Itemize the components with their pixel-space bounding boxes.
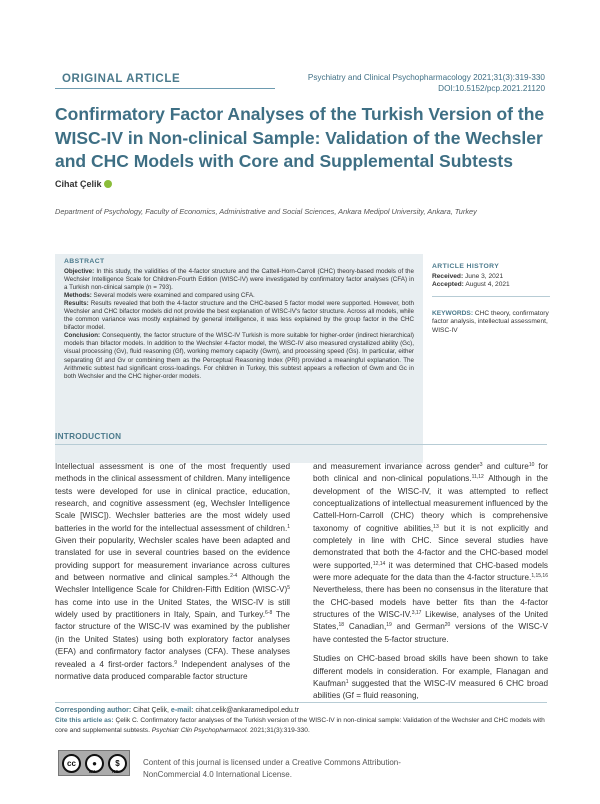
email-link[interactable]: cihat.celik@ankaramedipol.edu.tr: [195, 707, 300, 714]
keywords-label: KEYWORDS:: [432, 310, 474, 317]
abstract-body: [64, 268, 414, 381]
author-line: [55, 179, 112, 189]
cc-icon: cc: [62, 754, 81, 773]
article-title: Confirmatory Factor Analyses of the Turkish Version of the WISC-IV in Non-clinical Sample: Validation of the Wechsler and CHC Models with Core and Supplemental Subtests: [55, 104, 545, 171]
author-name[interactable]: Cihat Çelik: [55, 179, 102, 189]
corresponding-author: Corresponding author: Cihat Çelik, e-mail: cihat.celik@ankaramedipol.edu.tr: [55, 707, 300, 714]
article-history-dates: Received: June 3, 2021 Accepted: August 4, 2021: [432, 273, 510, 289]
abstract-conclusion: Conclusion: Consequently, the factor structure of the WISC-IV Turkish is more suitable for higher-order (indirect hierarchical) models than bifactor models. In addition to the Wechsler 4-factor model, the WISC-IV also measured crystallized ability (Gc), visual processing (Gv), fluid reasoning (Gf), working memory capacity (Gwm), and processing speed (Gs). In particular, either separating Gf and Gv or combining them as the Perceptual Reasoning Index (PRI) provided a meaningful explanation. The Arithmetic subtest had significant cross-loadings. For children in Turkey, this subtest appears a reflection of Gwm and Gc in both Wechsler and the CHC higher-order models.: [64, 332, 414, 380]
keywords-text: KEYWORDS: CHC theory, confirmatory factor analysis, intellectual assessment, WISC-IV: [432, 310, 549, 334]
journal-citation: Psychiatry and Clinical Psychopharmacology 2021;31(3):319-330: [307, 73, 545, 82]
affiliation: Department of Psychology, Faculty of Economics, Administrative and Social Sciences, Ankara Medipol University, Ankara, Turkey: [55, 207, 477, 216]
abstract-heading: ABSTRACT: [64, 258, 105, 265]
paragraph: Intellectual assessment is one of the most frequently used methods in the clinical assessment of children. Many intelligence tests were developed for use in clinical practice, education, research, and cognitive assessment (eg, Wechsler Intelligence Scale [WISC]). Wechsler batteries are the most widely used batteries in the world for the intellectual assessment of children.$^1$ Given their popularity, Wechsler scales have been adapted and translated for use in several countries based on the evidence providing support for measurement invariance across cultures and between normative and clinical samples.$^{2-4}$ Although the Wechsler Intelligence Scale for Children-Fifth Edition (WISC-V)$^5$ has come into use in the United States, the WISC-IV is still widely used by practitioners in Italy, Spain, and Turkey.$^{6-8}$ The factor structure of the WISC-IV was examined by the publisher (in the United States) using both exploratory factor analyses (EFA) and confirmatory factor analyses (CFA). These analyses revealed a 4 first-order factors.$^9$ Independent analyses of the normative data produced comparable factor structure: [55, 462, 290, 681]
body-column-right: [313, 461, 548, 703]
abstract-methods: Methods: Several models were examined and compared using CFA.: [64, 292, 255, 300]
section-label: ORIGINAL ARTICLE: [62, 73, 181, 85]
orcid-icon[interactable]: [104, 180, 112, 188]
paragraph: Studies on CHC-based broad skills have been shown to take different models in consideration. For example, Flanagan and Kaufman$^1$ suggested that the WISC-IV measured 6 CHC broad abilities (Gf = fluid reasoning,: [313, 654, 548, 701]
footer-rule: [55, 702, 547, 703]
keywords: [432, 310, 550, 335]
attribution-icon: ●: [85, 754, 104, 773]
body-column-left: [55, 461, 290, 683]
license-text: Content of this journal is licensed under a Creative Commons Attribution-NonCommercial 4.0 International License.: [143, 758, 401, 779]
journal-header: [308, 72, 545, 94]
abstract-results: Results: Results revealed that both the 4-factor structure and the CHC-based 5 factor model were supported. However, both Wechsler and CHC bifactor models did not provide the best explanation of WISC-IV's factor structure. Across all models, while the common variance was mostly explained by general intelligence, it was less explained by the group factor in the CHC bifactor model.: [64, 300, 414, 332]
divider: [432, 296, 550, 297]
by-label: BY: [89, 769, 96, 774]
header-rule: [55, 88, 275, 89]
doi[interactable]: DOI:10.5152/pcp.2021.21120: [438, 84, 545, 93]
noncommercial-icon: $: [108, 754, 127, 773]
abstract-objective: Objective: In this study, the validities of the 4-factor structure and the Cattell-Horn-Carroll (CHC) theory-based models of the Wechsler Intelligence Scale for Children-Fourth Edition (WISC-IV) were investigated by confirmatory factor analyses (CFA) in a Turkish non-clinical sample (n = 793).: [64, 268, 414, 292]
introduction-heading: INTRODUCTION: [55, 432, 122, 441]
article-history: [432, 263, 550, 297]
paragraph: and measurement invariance across gender$^3$ and culture$^{10}$ for both clinical and non-clinical populations.$^{11,12}$ Although in the development of the WISC-IV, it was attempted to reflect conceptualizations of intellectual measurement influenced by the Cattell-Horn-Carroll (CHC) theory which is comprehensive taxonomy of cognitive abilities,$^{13}$ but it is not explicitly and completely in line with CHC. Since several studies have demonstrated that both the 4-factor and the CHC-based model were supported,$^{12,14}$ it was determined that CHC-based models were more adequate for the data than the 4-factor structure.$^{1,15,16}$ Nevertheless, there has been no consensus in the literature that the CHC-based models have better fits than the 4-factor structures of the WISC-IV.$^{3,17}$ Likewise, analyses of the United States,$^{18}$ Canadian,$^{19}$ and German$^{20}$ versions of the WISC-V have contested the 5-factor structure.: [313, 462, 548, 644]
nc-label: NC: [112, 769, 119, 774]
creative-commons-icon[interactable]: [58, 750, 130, 776]
introduction-rule: [55, 444, 547, 445]
article-history-heading: ARTICLE HISTORY: [432, 263, 500, 270]
citation: Cite this article as: Çelik C. Confirmatory factor analyses of the Turkish version of the WISC-IV in non-clinical sample: Validation of the Wechsler and CHC models with core and supplemental subtests. Psychiatr Clin Psychopharmacol. 2021;31(3):319-330.: [55, 717, 545, 734]
